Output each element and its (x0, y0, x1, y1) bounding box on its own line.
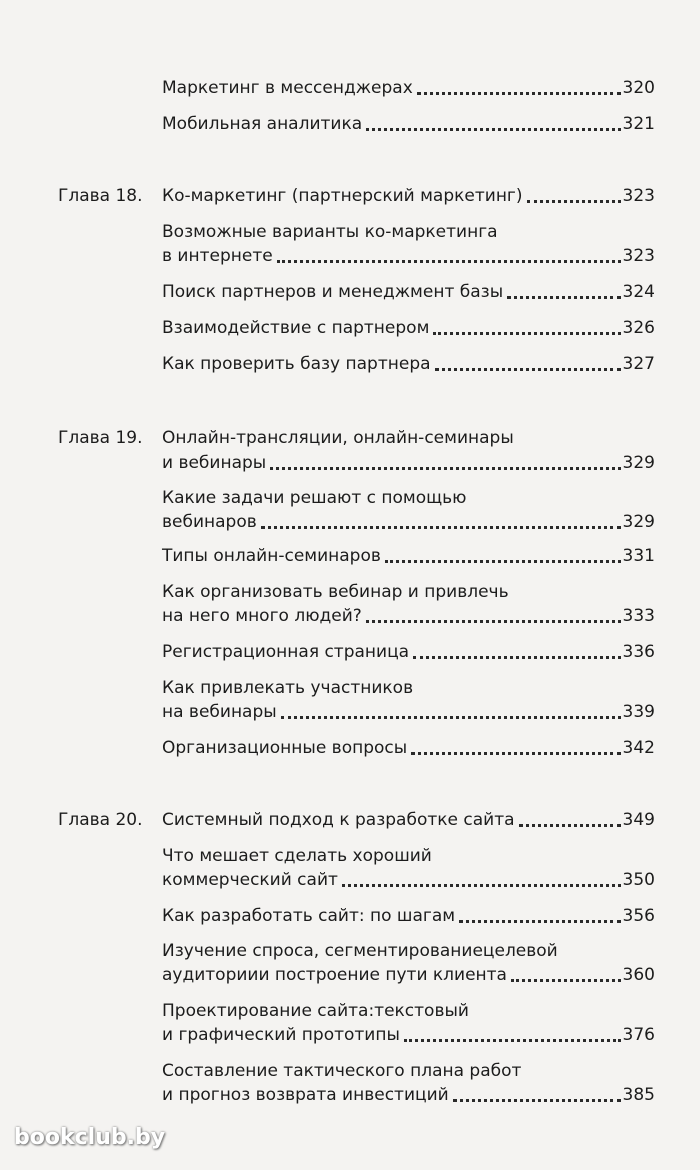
chapter-number: Глава 18. (58, 186, 143, 206)
chapter-title: Системный подход к разработке сайта (162, 810, 515, 830)
page-number: 323 (622, 186, 655, 206)
entry-title-line1: Как привлекать участников (162, 678, 414, 698)
leader-dots (342, 884, 621, 887)
chapter-title: Ко-маркетинг (партнерский маркетинг) (162, 186, 523, 206)
toc-entry (162, 1085, 655, 1106)
leader-dots (527, 200, 621, 203)
toc-entry (162, 906, 655, 927)
entry-title: на вебинары (162, 702, 277, 722)
entry-title: Типы онлайн-семинаров (162, 546, 381, 566)
toc-entry (162, 318, 655, 339)
toc-chapter-entry (162, 186, 655, 207)
leader-dots (417, 92, 621, 95)
watermark-logo: bookclub.by (14, 1125, 166, 1150)
entry-title: Регистрационная страница (162, 642, 410, 662)
page-number: 385 (622, 1085, 655, 1105)
entry-title-line1: Возможные варианты ко-маркетинга (162, 222, 498, 242)
leader-dots (411, 752, 620, 755)
page-number: 329 (622, 512, 655, 532)
leader-dots (281, 716, 621, 719)
page-number: 321 (622, 114, 655, 134)
page-number: 342 (622, 738, 655, 758)
entry-title: и прогноз возврата инвестиций (162, 1085, 449, 1105)
leader-dots (413, 656, 620, 659)
page-number: 333 (622, 606, 655, 626)
leader-dots (511, 979, 621, 982)
toc-entry (162, 114, 655, 135)
page-number: 339 (622, 702, 655, 722)
toc-entry (162, 512, 655, 533)
entry-title-line1: Изучение спроса, сегментированиецелевой (162, 941, 558, 961)
entry-title: в интернете (162, 246, 273, 266)
entry-title-line1: Составление тактического плана работ (162, 1061, 522, 1081)
toc-entry (162, 870, 655, 891)
leader-dots (270, 467, 620, 470)
entry-title: на него много людей? (162, 606, 362, 626)
page-number: 349 (622, 810, 655, 830)
entry-title: Взаимодействие с партнером (162, 318, 430, 338)
entry-title: коммерческий сайт (162, 870, 338, 890)
entry-title: Как проверить базу партнера (162, 354, 431, 374)
entry-title: и графический прототипы (162, 1025, 400, 1045)
toc-chapter-entry (162, 453, 655, 474)
page-number: 356 (622, 906, 655, 926)
chapter-title-line1: Онлайн-трансляции, онлайн-семинары (162, 428, 514, 448)
toc-entry (162, 738, 655, 759)
toc-entry (162, 965, 655, 986)
leader-dots (433, 332, 620, 335)
page-number: 360 (622, 965, 655, 985)
leader-dots (277, 260, 621, 263)
entry-title: вебинаров (162, 512, 257, 532)
entry-title-line1: Проектирование сайта:текстовый (162, 1001, 469, 1021)
toc-entry (162, 282, 655, 303)
leader-dots (404, 1039, 621, 1042)
chapter-title: и вебинары (162, 453, 267, 473)
leader-dots (366, 128, 620, 131)
leader-dots (261, 526, 621, 529)
page-number: 376 (622, 1025, 655, 1045)
page-number: 331 (622, 546, 655, 566)
page-number: 327 (622, 354, 655, 374)
leader-dots (459, 920, 620, 923)
entry-title-line1: Какие задачи решают с помощью (162, 488, 467, 508)
toc-entry (162, 546, 655, 567)
leader-dots (507, 296, 620, 299)
leader-dots (385, 560, 621, 563)
entry-title-line1: Как организовать вебинар и привлечь (162, 582, 509, 602)
entry-title: Мобильная аналитика (162, 114, 363, 134)
chapter-number: Глава 20. (58, 810, 143, 830)
entry-title: Маркетинг в мессенджерах (162, 78, 413, 98)
leader-dots (453, 1099, 621, 1102)
entry-title: Организационные вопросы (162, 738, 408, 758)
toc-entry (162, 354, 655, 375)
page-number: 320 (622, 78, 655, 98)
entry-title: аудиториии построение пути клиента (162, 965, 507, 985)
page-number: 323 (622, 246, 655, 266)
page-number: 329 (622, 453, 655, 473)
chapter-number: Глава 19. (58, 428, 143, 448)
entry-title: Как разработать сайт: по шагам (162, 906, 456, 926)
toc-entry (162, 1025, 655, 1046)
page-number: 326 (622, 318, 655, 338)
entry-title-line1: Что мешает сделать хороший (162, 846, 432, 866)
page-number: 336 (622, 642, 655, 662)
toc-entry (162, 642, 655, 663)
leader-dots (366, 620, 621, 623)
toc-entry (162, 702, 655, 723)
toc-entry (162, 606, 655, 627)
toc-entry (162, 78, 655, 99)
leader-dots (519, 824, 621, 827)
page-number: 324 (622, 282, 655, 302)
toc-entry (162, 246, 655, 267)
page-number: 350 (622, 870, 655, 890)
leader-dots (435, 368, 621, 371)
entry-title: Поиск партнеров и менеджмент базы (162, 282, 504, 302)
toc-chapter-entry (162, 810, 655, 831)
